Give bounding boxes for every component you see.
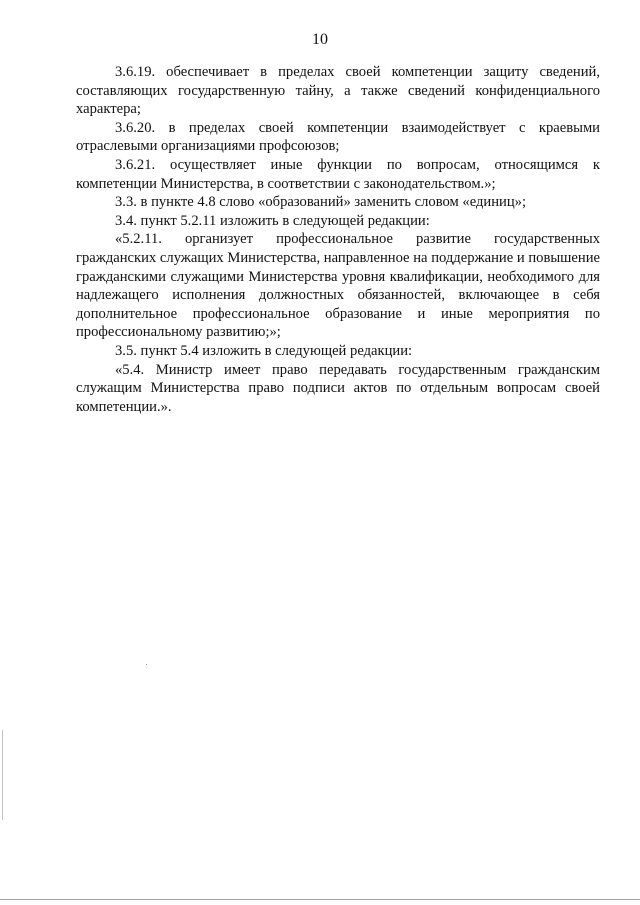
page-number: 10 [312,31,328,48]
paragraph-3-6-21: 3.6.21. осуществляет иные функции по вопросам, относящимся к компетенции Министерства, в соответствии с законодательством.»; [76,156,600,192]
document-body [76,63,600,416]
scan-bottom-edge [0,899,640,900]
paragraph-3-6-19: 3.6.19. обеспечивает в пределах своей компетенции защиту сведений, составляющих государственную тайну, а также сведений конфиденциального характера; [76,64,600,118]
paragraph-3-5: 3.5. пункт 5.4 изложить в следующей редакции: [115,342,413,359]
scan-edge-mark [2,730,3,820]
paragraph-5-2-11: «5.2.11. организует профессиональное развитие государственных гражданских служащих Министерства, направленное на поддержание и повышение гражданскими служащими Министерства уровня квалификации, необходимого для надлежащего исполнения должностных обязанностей, включающее в себя дополнительное профессиональное образование и иные мероприятия по профессиональному развитию;»; [76,231,600,341]
scan-speck [146,664,147,665]
paragraph-3-4: 3.4. пункт 5.2.11 изложить в следующей редакции: [115,212,430,229]
paragraph-5-4: «5.4. Министр имеет право передавать государственным гражданским служащим Министерства право подписи актов по отдельным вопросам своей компетенции.». [76,361,600,415]
paragraph-3-3: 3.3. в пункте 4.8 слово «образований» заменить словом «единиц»; [115,194,527,211]
paragraph-3-6-20: 3.6.20. в пределах своей компетенции взаимодействует с краевыми отраслевыми организациями профсоюзов; [76,119,600,155]
